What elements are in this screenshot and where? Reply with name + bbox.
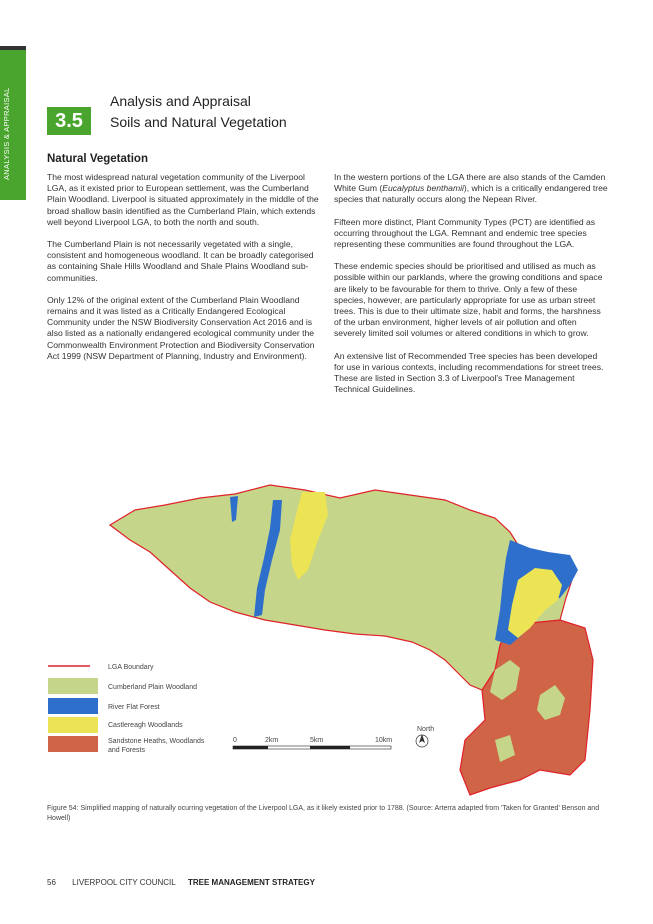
scale-bar — [233, 737, 392, 749]
north-label: North — [417, 726, 435, 733]
legend-label-castlereagh: Castlereagh Woodlands — [108, 722, 183, 729]
scale-tick-3: 10km — [375, 737, 393, 744]
scale-tick-1: 2km — [265, 737, 279, 744]
legend-swatch-river-flat — [48, 698, 98, 714]
page-number: 56 — [47, 878, 56, 887]
legend-boundary-label: LGA Boundary — [108, 664, 154, 671]
paragraph: The Cumberland Plain is not necessarily vegetated with a single, consistent and homogeneous woodland. It can be broadly categorised as containing Shale Hills Woodland and Shale Plains Woodland sub-communities. — [47, 239, 314, 283]
species-name: Eucalyptus benthamii — [382, 183, 464, 194]
north-arrow-icon — [416, 726, 434, 747]
legend-swatch-castlereagh — [48, 717, 98, 733]
legend-swatch-cumberland — [48, 678, 98, 694]
vegetation-map — [40, 470, 600, 800]
text-run: In the western portions of the LGA there are also stands of the Camden White Gum ( — [334, 172, 606, 194]
sidebar-label: ANALYSIS & APPRAISAL — [2, 87, 11, 180]
footer — [47, 878, 315, 887]
paragraph: An extensive list of Recommended Tree species has been developed for use in various contexts, including recommendations for street trees. These are listed in Section 3.3 of Liverpool's Tree Management Technical Guidelines. — [334, 350, 604, 395]
legend-label-river-flat: River Flat Forest — [108, 704, 160, 711]
paragraph: The most widespread natural vegetation community of the Liverpool LGA, as it existed prior to European settlement, was the Cumberland Plain Woodland. Liverpool is situated approximately in the middle of the broad shallow basin identified as the Cumberland Plain, which extends well beyond Liverpool LGA, to both the north and south. — [47, 172, 319, 227]
footer-document-title: TREE MANAGEMENT STRATEGY — [187, 878, 315, 887]
paragraph: Only 12% of the original extent of the Cumberland Plain Woodland remains and it was listed as a Critically Endangered Ecological Community under the NSW Biodiversity Conservation Act 2016 and is also listed as a nationally endangered ecological community under the Commonwealth Environment Protection and Biodiversity Conservation Act 1999 (NSW Department of Planning, Industry and Environment). — [47, 294, 315, 361]
footer-council: LIVERPOOL CITY COUNCIL — [72, 878, 176, 887]
text-column-right — [334, 172, 609, 406]
section-subtitle: Soils and Natural Vegetation — [110, 114, 287, 130]
figure-caption: Figure 54: Simplified mapping of naturally ocurring vegetation of the Liverpool LGA, as it likely existed prior to 1788. (Source: Arterra adapted from 'Taken for Granted' Benson and Howell) — [47, 805, 600, 822]
paragraph: Fifteen more distinct, Plant Community Types (PCT) are identified as occurring throughout the LGA. Remnant and endemic tree species representing these communities are found throughout the LGA. — [334, 216, 596, 250]
section-title: Analysis and Appraisal — [110, 93, 251, 109]
legend-swatch-sandstone — [48, 736, 98, 752]
scale-tick-0: 0 — [233, 737, 237, 744]
legend-label-sandstone-2: and Forests — [108, 747, 145, 754]
scale-tick-2: 5km — [310, 737, 324, 744]
legend-label-cumberland: Cumberland Plain Woodland — [108, 684, 197, 691]
text-column-left — [47, 172, 320, 373]
section-number: 3.5 — [47, 107, 91, 135]
text-run: ), which is a critically endangered tree species that naturally occurs along the Nepean River. — [334, 183, 608, 205]
paragraph: These endemic species should be prioritised and utilised as much as possible within our parklands, where the growing conditions and space are likely to be favourable for them to thrive. Only a few of these species, however, are particularly appropriate for use as urban street trees. This is due to their ultimate size, habit and forms, the harshness of the urban environment, higher levels of air pollution and often severely limited soil volumes or altered conditions in which to grow. — [334, 261, 603, 339]
heading-natural-vegetation: Natural Vegetation — [47, 153, 148, 165]
legend-label-sandstone: Sandstone Heaths, Woodlands — [108, 738, 205, 745]
paragraph — [334, 172, 609, 206]
